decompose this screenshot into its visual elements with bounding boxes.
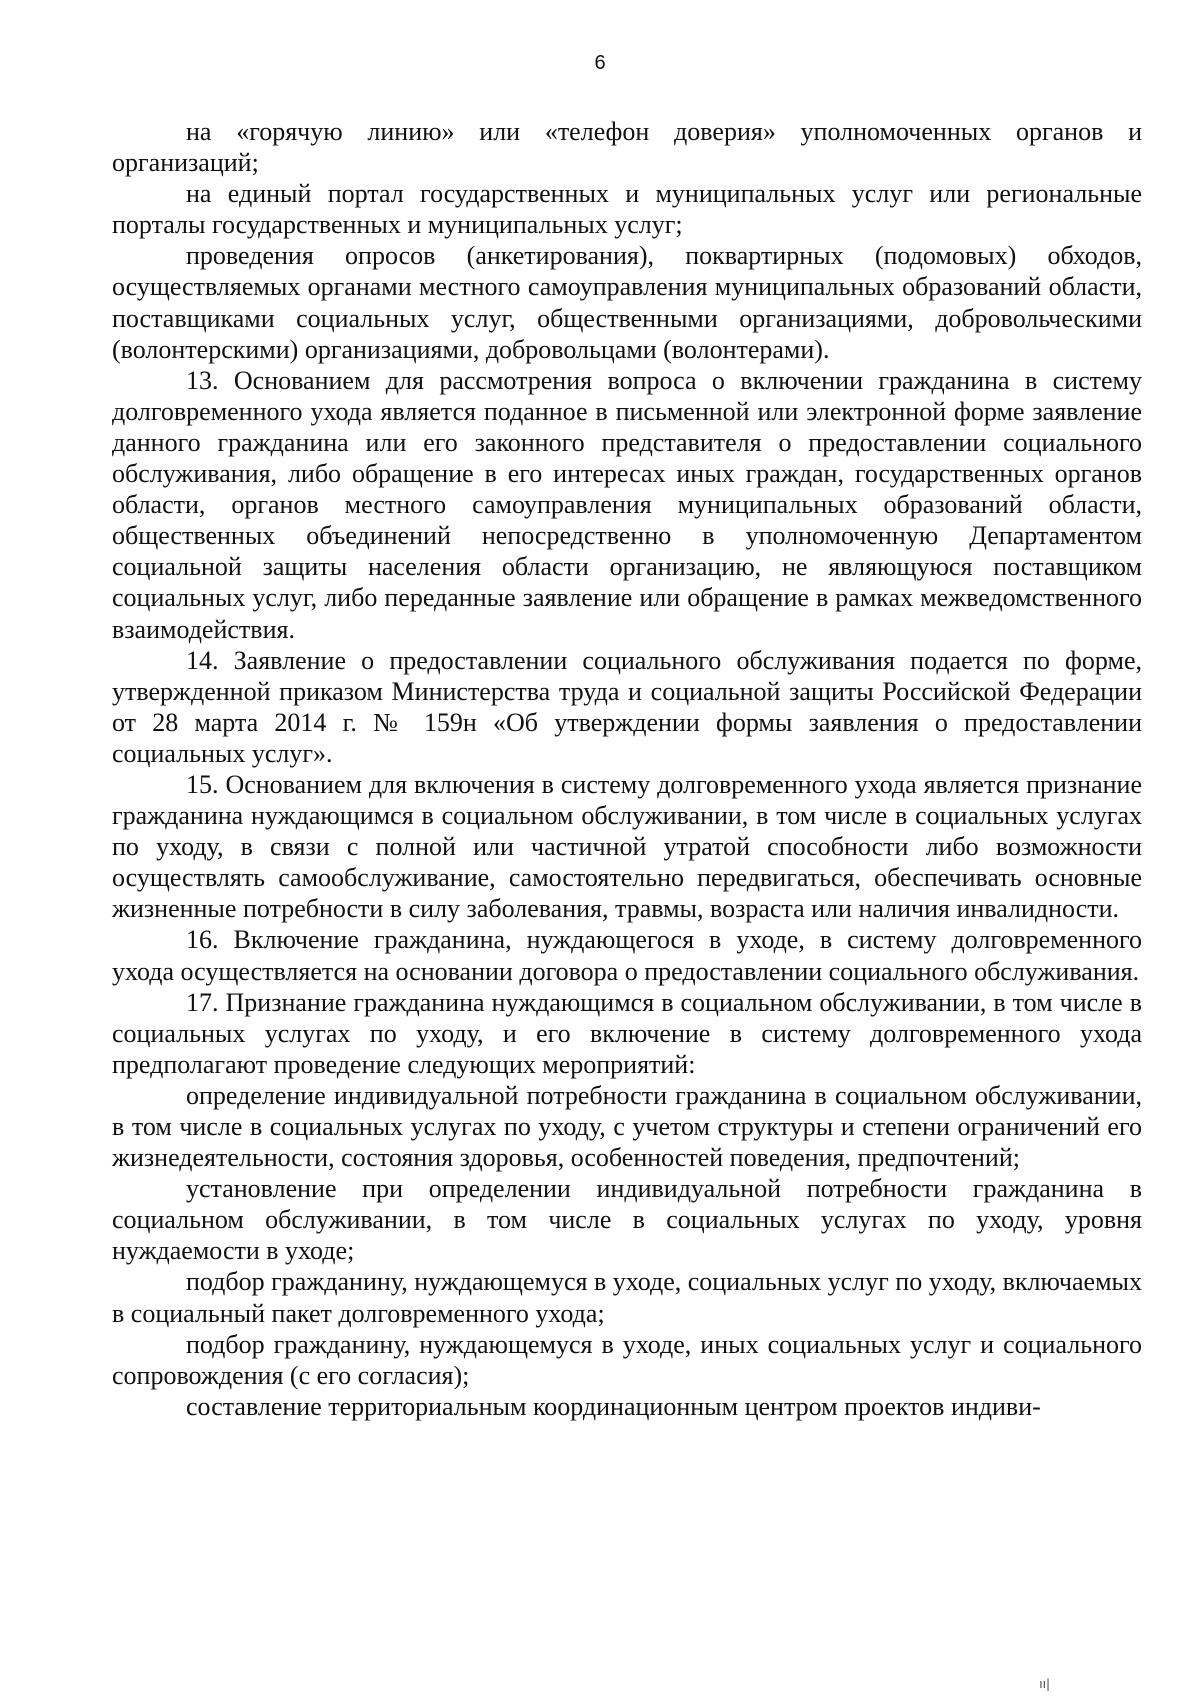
paragraph-13: 13. Основанием для рассмотрения вопроса о включении гражданина в систему долговременного ухода является поданное в письменной или электронной форме заявление данного гражданина или его законного представителя о предоставлении социального обслуживания, либо обращение в его интересах иных граждан, государственных органов области, органов местного самоуправления муниципальных образований области, общественных объединений непосредственно в уполномоченную Департаментом социальной защиты населения области организацию, не являющуюся поставщиком социальных услуг, либо переданные заявление или обращение в рамках межведомственного взаимодействия. [112,365,1142,644]
scan-artifact-mark: ıı| [1039,1677,1050,1691]
paragraph-projects: составление территориальным координационным центром проектов индиви- [186,1391,1041,1421]
paragraph-surveys: проведения опросов (анкетирования), поквартирных (подомовых) обходов, осуществляемых органами местного самоуправления муниципальных образований области, поставщиками социальных услуг, общественными организациями, добровольческими (волонтерскими) организациями, добровольцами (волонтерами). [112,241,1142,364]
paragraph-care-services: подбор гражданину, нуждающемуся в уходе, социальных услуг по уходу, включаемых в социальный пакет долговременного ухода; [112,1267,1142,1328]
paragraph-portal: на единый портал государственных и муниципальных услуг или региональные порталы государственных и муниципальных услуг; [112,179,1142,240]
paragraph-care-level: установление при определении индивидуальной потребности гражданина в социальном обслуживании, в том числе в социальных услугах по уходу, уровня нуждаемости в уходе; [112,1174,1142,1266]
paragraph-hotline: на «горячую линию» или «телефон доверия» уполномоченных органов и организаций; [112,117,1142,178]
page-number: 6 [594,52,606,74]
paragraph-needs-assessment: определение индивидуальной потребности гражданина в социальном обслуживании, в том числе в социальных услугах по уходу, с учетом структуры и степени ограничений его жизнедеятельности, состояния здоровья, особенностей поведения, предпочтений; [112,1080,1142,1173]
document-body [112,116,1142,1422]
paragraph-16: 16. Включение гражданина, нуждающегося в уходе, в систему долговременного ухода осуществляется на основании договора о предоставлении социального обслуживания. [112,925,1142,986]
paragraph-14: 14. Заявление о предоставлении социального обслуживания подается по форме, утвержденной приказом Министерства труда и социальной защиты Российской Федерации от 28 марта 2014 г. № 159н «Об утверждении формы заявления о предоставлении социальных услуг». [112,645,1142,768]
paragraph-17: 17. Признание гражданина нуждающимся в социальном обслуживании, в том числе в социальных услугах по уходу, и его включение в систему долговременного ухода предполагают проведение следующих мероприятий: [112,987,1142,1079]
paragraph-15: 15. Основанием для включения в систему долговременного ухода является признание гражданина нуждающимся в социальном обслуживании, в том числе в социальных услугах по уходу, в связи с полной или частичной утратой способности либо возможности осуществлять самообслуживание, самостоятельно передвигаться, обеспечивать основные жизненные потребности в силу заболевания, травмы, возраста или наличия инвалидности. [112,769,1142,924]
paragraph-other-services: подбор гражданину, нуждающемуся в уходе, иных социальных услуг и социального сопровождения (с его согласия); [112,1329,1142,1390]
